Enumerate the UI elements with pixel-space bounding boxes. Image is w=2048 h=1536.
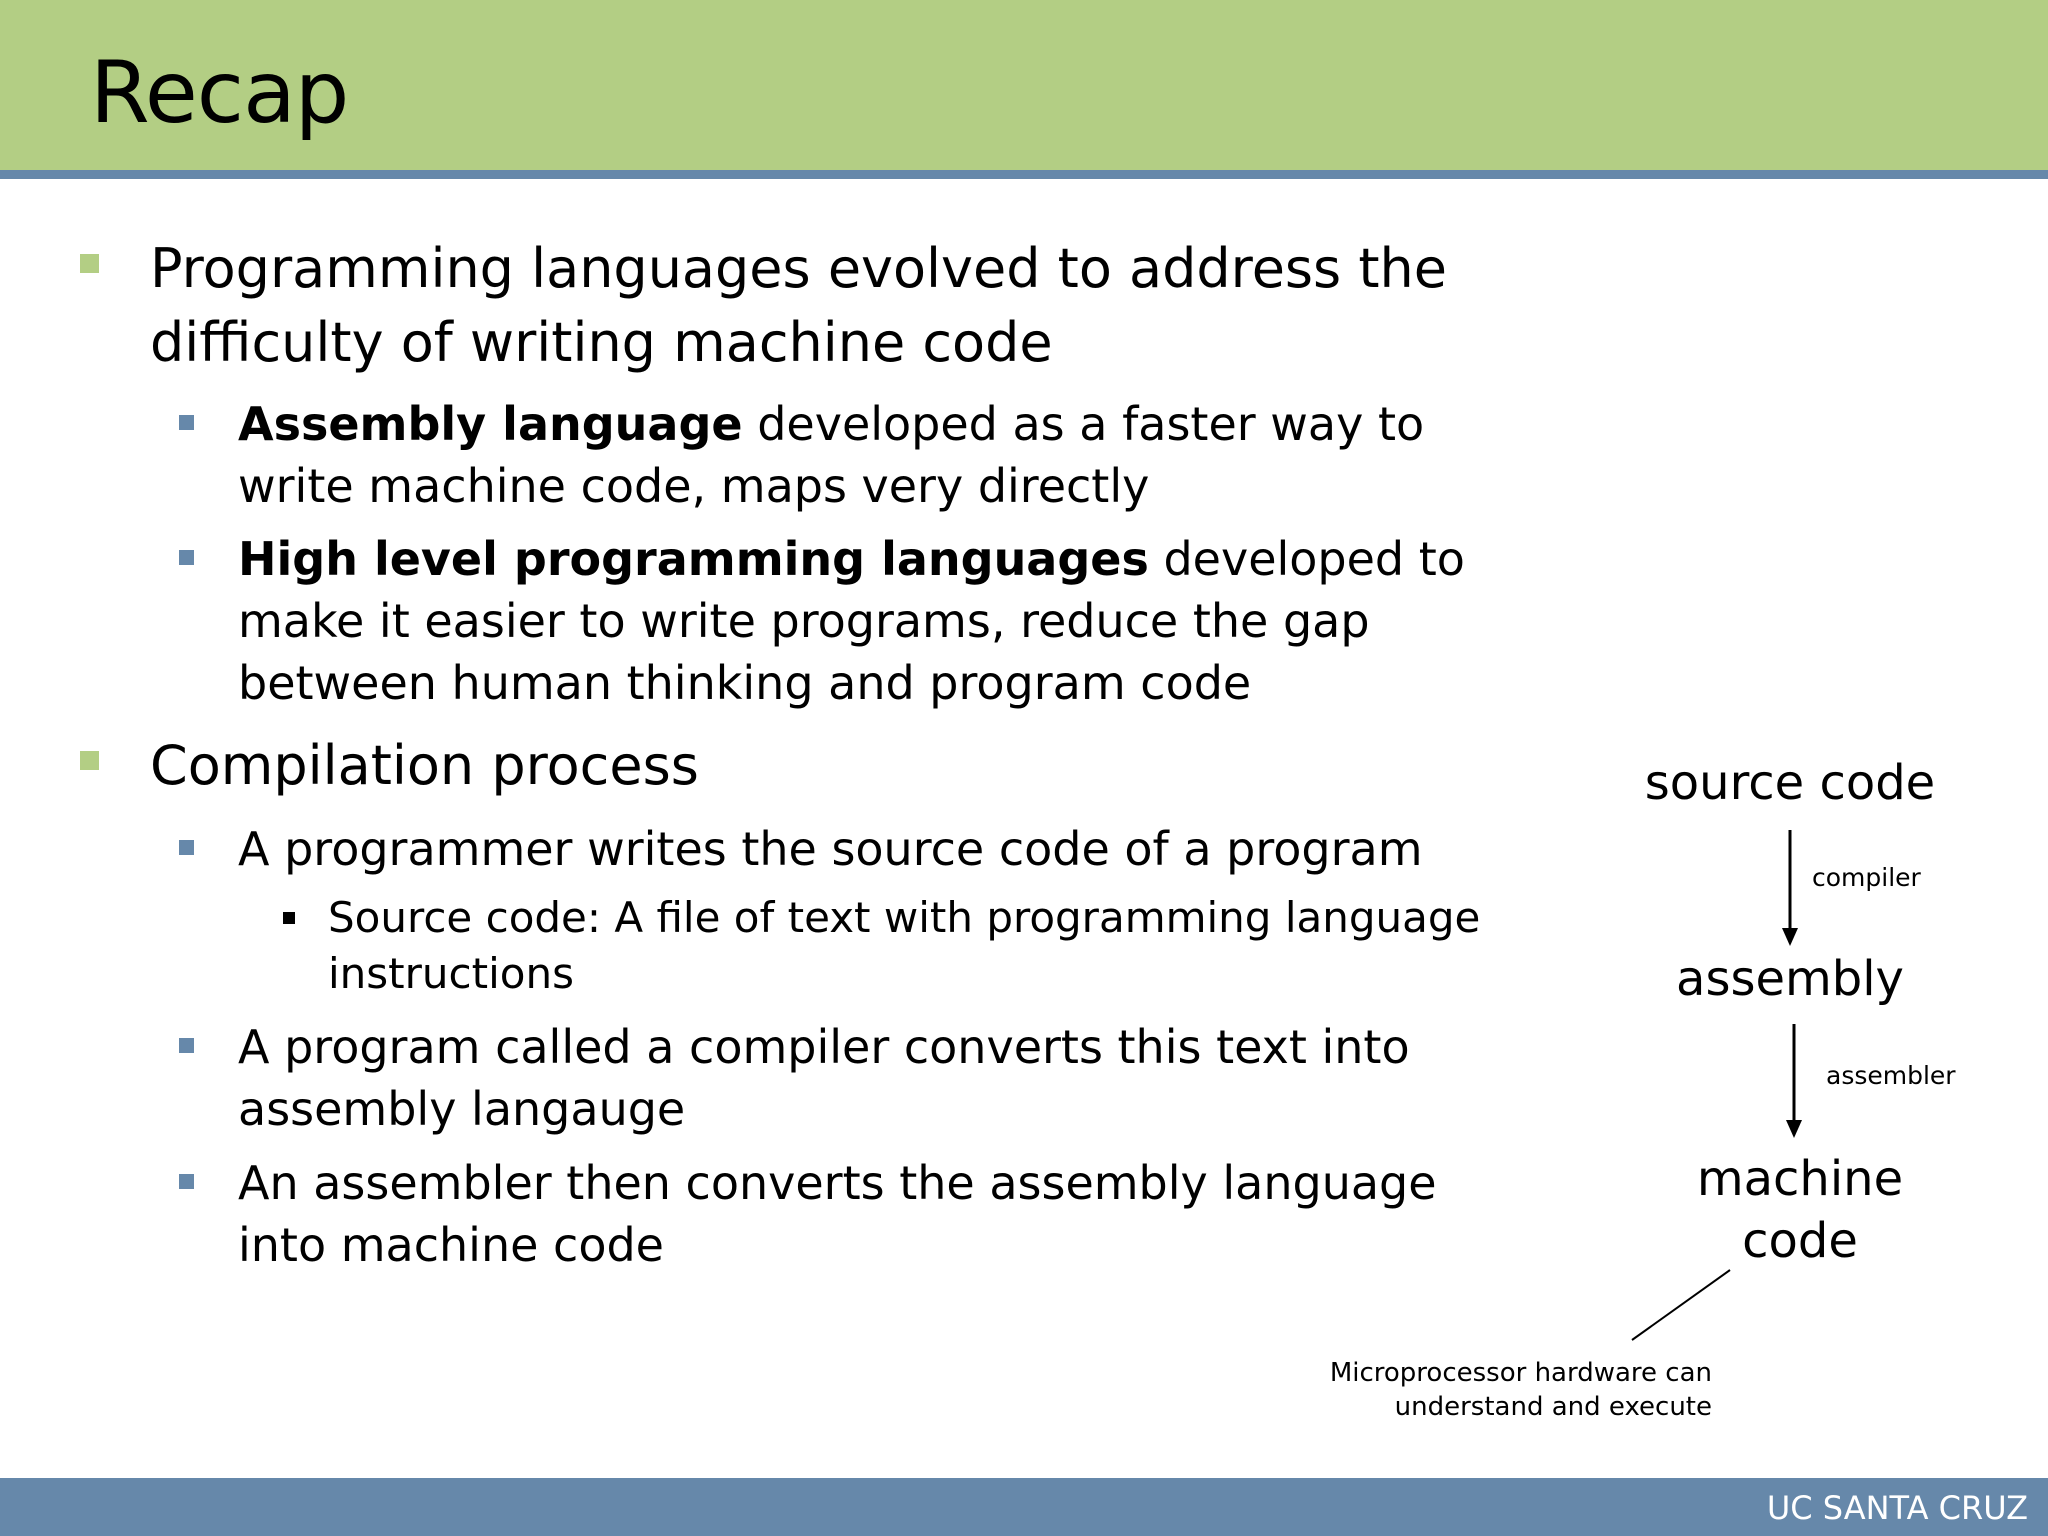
square-bullet-icon <box>179 550 194 565</box>
slide-title: Recap <box>90 43 349 143</box>
bullet-text: developed as a faster way to write machine code, maps very directly <box>238 397 1425 513</box>
square-bullet-icon <box>179 1038 194 1053</box>
bullet-text: Programming languages evolved to address the difficulty of writing machine code <box>150 237 1447 374</box>
square-bullet-icon <box>179 840 194 855</box>
bullet-text: A programmer writes the source code of a program <box>238 822 1423 876</box>
bullet-compiler-converts <box>238 1016 1468 1140</box>
square-bullet-icon <box>179 1174 194 1189</box>
square-bullet-icon <box>80 254 99 273</box>
square-bullet-icon <box>283 912 295 924</box>
bullet-high-level-languages <box>238 528 1468 714</box>
edge-label-compiler: compiler <box>1812 863 1921 892</box>
bullet-text: A program called a compiler converts this text into assembly langauge <box>238 1020 1410 1136</box>
hardware-note-line-1: Microprocessor hardware can <box>1329 1358 1712 1388</box>
institution-name: UC SANTA CRUZ <box>1766 1489 2028 1527</box>
bullet-bold-term: High level programming languages <box>238 532 1149 586</box>
edge-label-assembler: assembler <box>1826 1061 1956 1090</box>
bullet-assembly-language <box>238 393 1468 517</box>
bullet-languages-evolved <box>150 232 1530 380</box>
bullet-compilation-process <box>150 729 1530 803</box>
node-source-code: source code <box>1644 755 1936 811</box>
square-bullet-icon <box>179 415 194 430</box>
bullet-bold-term: Assembly language <box>238 397 743 451</box>
assembler-arrowhead-icon <box>1786 1120 1802 1138</box>
compiler-arrowhead-icon <box>1782 928 1798 946</box>
bullet-text: An assembler then converts the assembly language into machine code <box>238 1156 1437 1272</box>
bullet-text: developed to make it easier to write programs, reduce the gap between human thinking and program code <box>238 532 1465 710</box>
hardware-note <box>1330 1356 1712 1424</box>
bullet-source-code-definition <box>328 890 1558 1002</box>
slide-footer <box>0 1478 2048 1536</box>
bullet-text: Compilation process <box>150 734 699 797</box>
bullet-assembler-converts <box>238 1152 1468 1276</box>
node-machine-code: machine code <box>1696 1151 1904 1269</box>
header-divider <box>0 170 2048 179</box>
node-assembly: assembly <box>1676 951 1904 1007</box>
bullet-text: Source code: A file of text with programming language instructions <box>328 893 1481 998</box>
square-bullet-icon <box>80 751 99 770</box>
hardware-note-line-2: understand and execute <box>1394 1392 1712 1422</box>
bullet-programmer-writes <box>238 818 1468 880</box>
note-pointer-line <box>1632 1270 1730 1340</box>
